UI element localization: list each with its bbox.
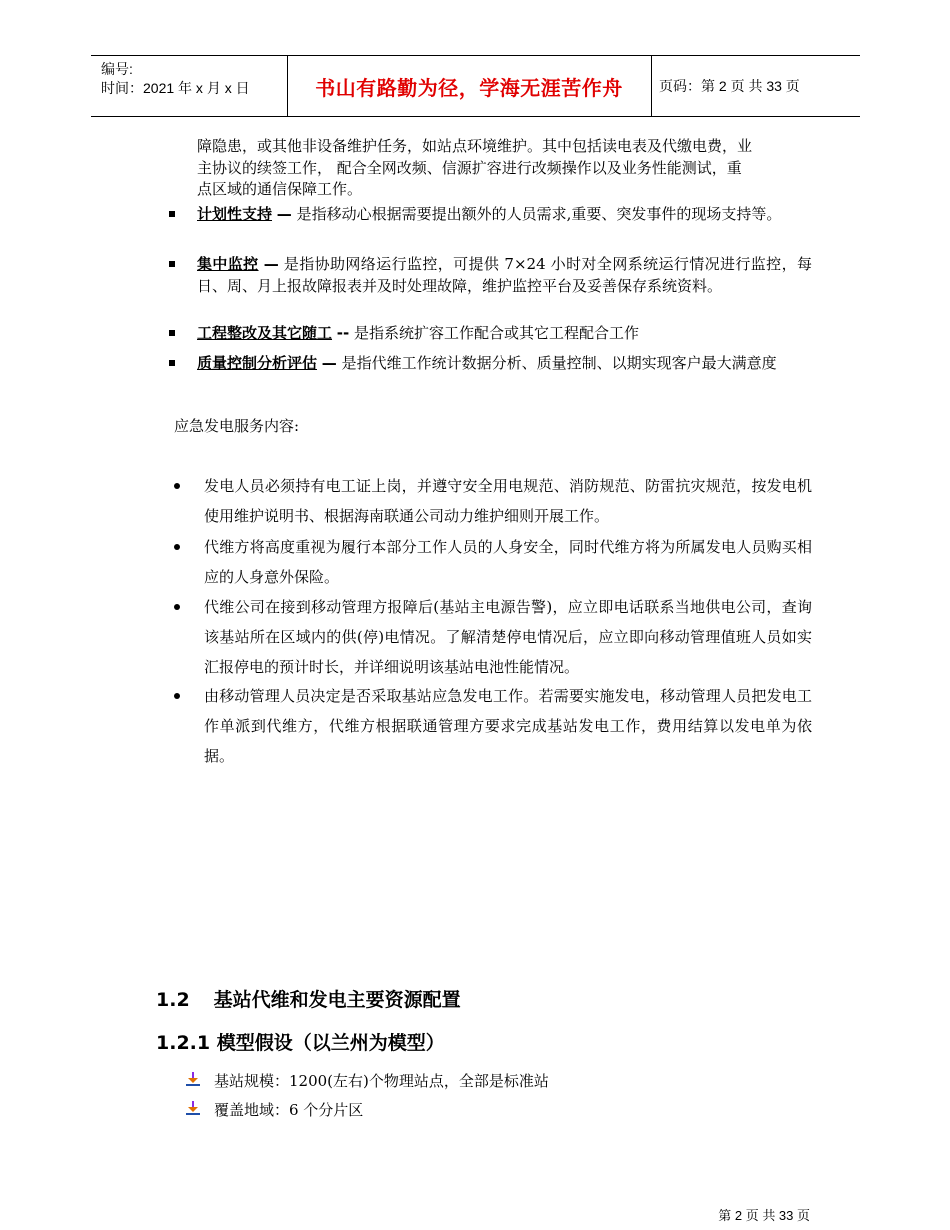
emergency-item: 由移动管理人员决定是否采取基站应急发电工作。若需要实施发电，移动管理人员把发电工作单派到代维方，代维方根据联通管理方要求完成基站发电工作，费用结算以发电单为依据。 xyxy=(204,687,812,765)
header-page-label: 页码：第 2 页 共 33 页 xyxy=(659,78,800,94)
service-separator: — xyxy=(321,354,337,372)
service-term: 集中监控 xyxy=(197,255,259,273)
header-meta xyxy=(101,60,250,98)
service-item-planned-support xyxy=(197,204,812,226)
square-bullet-icon xyxy=(169,211,175,217)
section-number: 1.2 xyxy=(156,989,190,1011)
emergency-item: 发电人员必须持有电工证上岗，并遵守安全用电规范、消防规范、防雷抗灾规范，按发电机使用维护说明书、根据海南联通公司动力维护细则开展工作。 xyxy=(204,477,812,525)
service-description: 是指移动心根据需要提出额外的人员需求,重要、突发事件的现场支持等。 xyxy=(296,205,782,223)
header-divider xyxy=(651,56,652,116)
bullet-station-scale: 基站规模：1200(左右)个物理站点，全部是标准站 xyxy=(214,1072,549,1090)
service-separator: — xyxy=(276,205,292,223)
service-separator: — xyxy=(263,255,279,273)
round-bullet-icon xyxy=(174,483,180,489)
service-description: 是指系统扩容工作配合或其它工程配合工作 xyxy=(354,324,640,342)
header-motto: 书山有路勤为径，学海无涯苦作舟 xyxy=(315,75,623,100)
arrow-bullet-icon xyxy=(186,1101,200,1115)
square-bullet-icon xyxy=(169,261,175,267)
round-bullet-icon xyxy=(174,693,180,699)
arrow-bullet-icon xyxy=(186,1072,200,1086)
service-term: 计划性支持 xyxy=(197,205,273,223)
round-bullet-icon xyxy=(174,544,180,550)
round-bullet-icon xyxy=(174,604,180,610)
text-line: 点区域的通信保障工作。 xyxy=(197,180,363,198)
service-term: 工程整改及其它随工 xyxy=(197,324,333,342)
service-separator: -- xyxy=(336,324,350,342)
text-line: 主协议的续签工作， 配合全网改频、信源扩容进行改频操作以及业务性能测试，重 xyxy=(197,158,742,177)
emergency-item: 代维公司在接到移动管理方报障后(基站主电源告警)，应立即电话联系当地供电公司，查询该基站所在区域内的供(停)电情况。了解清楚停电情况后，应立即向移动管理值班人员如实汇报停电的预计时长，并详细说明该基站电池性能情况。 xyxy=(204,598,812,676)
emergency-item: 代维方将高度重视为履行本部分工作人员的人身安全，同时代维方将为所属发电人员购买相应的人身意外保险。 xyxy=(204,538,812,586)
bullet-coverage-area: 覆盖地域：6 个分片区 xyxy=(214,1101,364,1119)
page-footer: 第 2 页 共 33 页 xyxy=(718,1208,810,1223)
square-bullet-icon xyxy=(169,330,175,336)
emergency-title: 应急发电服务内容: xyxy=(174,417,300,435)
service-description: 是指代维工作统计数据分析、质量控制、以期实现客户最大满意度 xyxy=(341,354,777,372)
subsection-heading: 1.2.1 模型假设（以兰州为模型） xyxy=(156,1032,445,1054)
service-description: 是指协助网络运行监控，可提供 7×24 小时对全网系统运行情况进行监控，每日、周、月上报故障报表并及时处理故障，维护监控平台及妥善保存系统资料。 xyxy=(197,255,812,295)
header-number-label: 编号: xyxy=(101,61,133,77)
service-item-engineering xyxy=(197,323,812,345)
header-date-label: 时间：2021 年 x 月 x 日 xyxy=(101,80,250,96)
service-term: 质量控制分析评估 xyxy=(197,354,318,372)
page-header xyxy=(91,55,860,117)
text-line: 障隐患，或其他非设备维护任务，如站点环境维护。其中包括读电表及代缴电费，业 xyxy=(197,137,753,155)
continuation-paragraph xyxy=(197,136,812,201)
service-item-monitoring xyxy=(197,254,812,297)
service-item-quality-control xyxy=(197,353,812,375)
square-bullet-icon xyxy=(169,360,175,366)
section-title: 基站代维和发电主要资源配置 xyxy=(213,989,461,1011)
section-heading xyxy=(156,985,461,1012)
